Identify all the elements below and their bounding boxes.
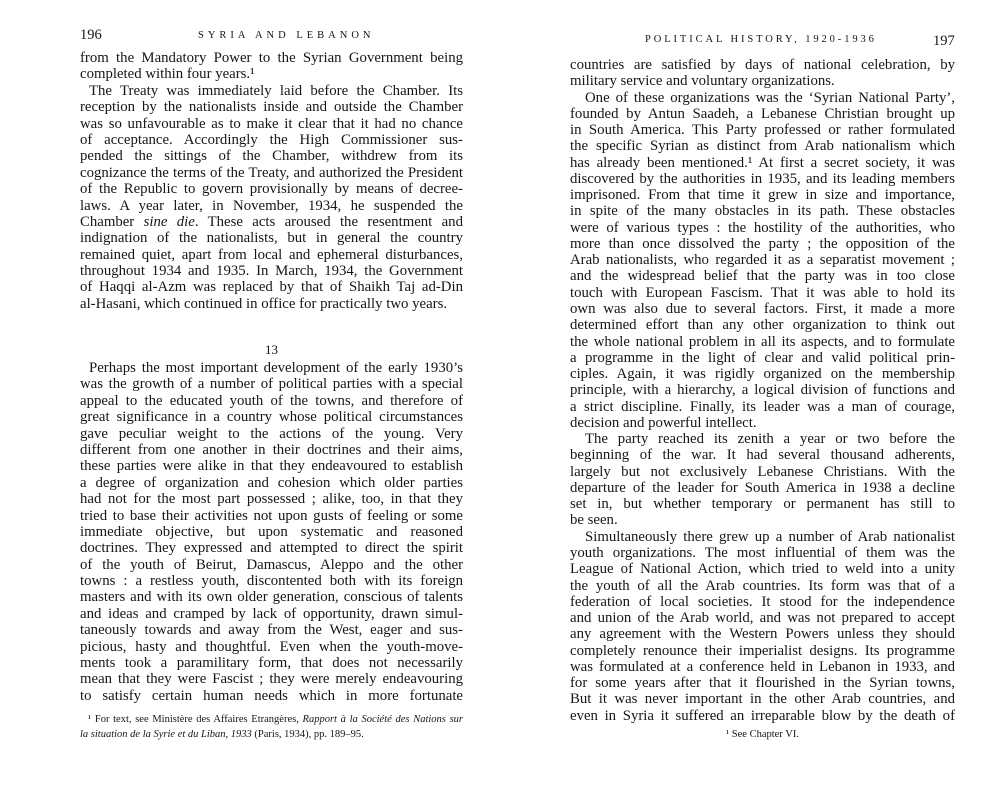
- line-text: of acceptance. Accordingly the High Commissioner sus-: [80, 131, 463, 148]
- line-text: and union of the Arab world, and was not prepared to accept: [570, 610, 955, 627]
- line-text: the youth of all the Arab countries. Its form was that of a: [570, 577, 955, 594]
- line-text: decision and powerful intellect.: [570, 414, 757, 431]
- running-head: POLITICAL HISTORY, 1920-1936: [645, 34, 877, 45]
- line-text: reception by the nationalists inside and outside the Chamber: [80, 99, 463, 116]
- line-text: in South America. This Party professed or rather formulated: [570, 122, 955, 139]
- line-text: different from one another in their doctrines and their aims,: [80, 441, 463, 458]
- text-line: [80, 66, 463, 82]
- text-line: [80, 508, 463, 524]
- line-text: countries are satisfied by days of national celebration, by: [570, 57, 955, 73]
- line-text: pended the sittings of the Chamber, withdrew from its: [80, 148, 463, 165]
- text-line: [570, 138, 955, 154]
- line-text: remained quiet, apart from local and ephemeral disturbances,: [80, 246, 463, 263]
- line-text: masters and with its own older generation, conscious of talents: [80, 589, 463, 606]
- line-text: beginning of the war. It had several thousand adherents,: [570, 447, 955, 464]
- text-segment: (Paris, 1934), pp. 189–95.: [251, 728, 364, 740]
- line-text: in spite of the many obstacles in its path. These obstacles: [570, 203, 955, 220]
- text-line: [80, 393, 463, 409]
- body-text: [80, 360, 463, 704]
- line-text: of the youth of Beirut, Damascus, Aleppo and the other: [80, 556, 463, 573]
- text-line: [80, 622, 463, 638]
- paragraph: [570, 57, 955, 90]
- text-line: [80, 116, 463, 132]
- line-text: a strict discipline. Finally, its leader was a man of courage,: [570, 398, 955, 415]
- line-text: from the Mandatory Power to the Syrian Government being: [80, 50, 463, 66]
- line-text: had not for the most part possessed ; alike, too, in that they: [80, 491, 463, 508]
- italic-text: Rapport à la Société des Nations sur: [302, 714, 463, 725]
- footnote-line: [570, 728, 955, 743]
- section-number: 13: [265, 342, 278, 357]
- italic-text: la situation de la Syrie et du Liban, 1933: [80, 728, 252, 740]
- text-line: [570, 171, 955, 187]
- text-line: [570, 610, 955, 626]
- text-line: [570, 382, 955, 398]
- page-number: 197: [933, 33, 955, 49]
- text-line: [80, 148, 463, 164]
- text-line: [80, 639, 463, 655]
- footnote-line: [80, 728, 463, 743]
- line-text: a programme in the light of clear and valid political prin-: [570, 349, 955, 366]
- text-line: [570, 480, 955, 496]
- line-text: set in, but whether temporary or permanent has still to: [570, 496, 955, 513]
- text-line: [80, 491, 463, 507]
- italic-text: sine die: [143, 213, 195, 230]
- text-line: [570, 594, 955, 610]
- text-line: [570, 545, 955, 561]
- line-text: ments took a paramilitary form, that does not necessarily: [80, 655, 463, 672]
- paragraph: [80, 360, 463, 704]
- line-text: largely but not exclusively Lebanese Christians. With the: [570, 463, 955, 480]
- text-line: [80, 198, 463, 214]
- text-line: [570, 415, 955, 431]
- body-text: [570, 57, 955, 724]
- text-line: [80, 83, 463, 99]
- text-line: [80, 296, 463, 312]
- line-text: tried to base their activities not upon gusts of feeling or some: [80, 507, 463, 524]
- line-text: immediate objective, but upon systematic and reasoned: [80, 523, 463, 540]
- line-text: even in Syria it suffered an irreparable blow by the death of: [570, 707, 955, 724]
- text-line: [80, 573, 463, 589]
- line-text: taneously towards and away from the West, eager and sus-: [80, 622, 463, 639]
- text-line: [570, 90, 955, 106]
- line-text: more than once dissolved the party ; the opposition of the: [570, 235, 955, 252]
- line-text: determined effort than any other organization to think out: [570, 317, 955, 334]
- text-line: [80, 475, 463, 491]
- line-text: [80, 729, 364, 740]
- text-line: [570, 708, 955, 724]
- text-line: [80, 99, 463, 115]
- line-text: ciples. Again, it was rigidly organized on the membership: [570, 366, 955, 383]
- line-text: completely renounce their imperialist designs. Its programme: [570, 642, 955, 659]
- text-line: [80, 165, 463, 181]
- text-line: [570, 236, 955, 252]
- text-line: [80, 50, 463, 66]
- text-line: [570, 675, 955, 691]
- text-line: [570, 643, 955, 659]
- text-line: [570, 512, 955, 528]
- paragraph: [80, 83, 463, 312]
- text-line: [80, 247, 463, 263]
- text-line: [570, 73, 955, 89]
- footnote: [80, 713, 463, 742]
- line-text: [88, 714, 463, 725]
- line-text: Perhaps the most important development of the early 1930’s: [89, 360, 463, 376]
- text-line: [570, 122, 955, 138]
- line-text: ¹ See Chapter VI.: [726, 729, 799, 740]
- footnote-line: [80, 713, 463, 728]
- text-line: [570, 399, 955, 415]
- line-text: were of various types : the hostility of the authorities, who: [570, 219, 955, 236]
- text-line: [80, 230, 463, 246]
- line-text: was so unfavourable as to make it clear that it had no chance: [80, 115, 463, 132]
- text-line: [80, 589, 463, 605]
- line-text: Arab nationalists, who regarded it as a separatist movement ;: [570, 252, 955, 269]
- line-text: own was also due to several factors. First, it made a more: [570, 300, 955, 317]
- text-line: [570, 220, 955, 236]
- text-line: [80, 606, 463, 622]
- line-text: founded by Antun Saadeh, a Lebanese Christian brought up: [570, 105, 955, 122]
- footnote: [570, 728, 955, 743]
- text-line: [80, 263, 463, 279]
- text-line: [80, 557, 463, 573]
- text-line: [570, 155, 955, 171]
- paragraph: [570, 529, 955, 724]
- paragraph: [570, 90, 955, 432]
- line-text: gave peculiar weight to the actions of the young. Very: [80, 425, 463, 442]
- text-line: [80, 279, 463, 295]
- line-text: [80, 214, 463, 230]
- line-text: and the widespread belief that the party was in too close: [570, 268, 955, 285]
- running-head: SYRIA AND LEBANON: [198, 30, 375, 41]
- right-page: [499, 0, 998, 795]
- line-text: completed within four years.¹: [80, 66, 255, 83]
- line-text: discovered by the authorities in 1935, and its leading members: [570, 170, 955, 187]
- line-text: cognizance the terms of the Treaty, and authorized the President: [80, 164, 463, 181]
- text-line: [80, 214, 463, 230]
- text-line: [570, 626, 955, 642]
- line-text: a degree of organization and cohesion which older parties: [80, 474, 463, 491]
- text-line: [80, 360, 463, 376]
- line-text: One of these organizations was the ‘Syrian National Party’,: [585, 89, 955, 106]
- line-text: has already been mentioned.¹ At first a secret society, it was: [570, 154, 955, 171]
- line-text: League of National Action, which tried to weld into a unity: [570, 561, 955, 578]
- line-text: great significance in a country whose political circumstances: [80, 409, 463, 426]
- line-text: touch with European Fascism. That it was able to hold its: [570, 284, 955, 301]
- text-line: [570, 268, 955, 284]
- line-text: to satisfy certain human needs which in more fortunate: [80, 687, 463, 704]
- text-line: [570, 691, 955, 707]
- line-text: indignation of the nationalists, but in general the country: [80, 230, 463, 247]
- text-line: [80, 442, 463, 458]
- text-line: [570, 350, 955, 366]
- line-text: The Treaty was immediately laid before the Chamber. Its: [89, 82, 463, 99]
- line-text: mean that they were Fascist ; they were merely endeavouring: [80, 671, 463, 688]
- line-text: be seen.: [570, 512, 618, 529]
- line-text: military service and voluntary organizations.: [570, 73, 835, 90]
- line-text: picious, hasty and thoughtful. Even when the youth-move-: [80, 638, 463, 655]
- line-text: and ideas and cramped by lack of opportunity, drawn simul-: [80, 605, 463, 622]
- text-line: [570, 203, 955, 219]
- text-line: [80, 655, 463, 671]
- text-line: [570, 496, 955, 512]
- text-line: [570, 366, 955, 382]
- line-text: these parties were alike in that they endeavoured to establish: [80, 458, 463, 475]
- text-line: [80, 540, 463, 556]
- text-line: [80, 181, 463, 197]
- text-line: [570, 578, 955, 594]
- line-text: The party reached its zenith a year or two before the: [585, 431, 955, 448]
- text-line: [570, 57, 955, 73]
- text-line: [570, 334, 955, 350]
- line-text: federation of local societies. It stood for the independence: [570, 593, 955, 610]
- text-line: [80, 132, 463, 148]
- text-line: [80, 458, 463, 474]
- line-text: the specific Syrian as distinct from Arab nationalism which: [570, 138, 955, 155]
- text-line: [80, 524, 463, 540]
- line-text: principle, with a hierarchy, a logical division of functions and: [570, 382, 955, 399]
- text-segment: Chamber: [80, 213, 144, 230]
- line-text: any agreement with the Western Powers unless they should: [570, 626, 955, 643]
- text-line: [570, 464, 955, 480]
- text-line: [80, 671, 463, 687]
- line-text: towns : a restless youth, discontented both with its foreign: [80, 573, 463, 590]
- text-line: [570, 431, 955, 447]
- line-text: of the Republic to govern provisionally by means of decree-: [80, 181, 463, 198]
- text-line: [570, 106, 955, 122]
- body-text: [80, 50, 463, 312]
- line-text: for some years after that it flourished in the Syrian towns,: [570, 675, 955, 692]
- text-line: [570, 659, 955, 675]
- text-line: [570, 252, 955, 268]
- line-text: of Haqqi al-Azm was replaced by that of Shaikh Taj ad-Din: [80, 279, 463, 296]
- line-text: But it was never important in the other Arab countries, and: [570, 691, 955, 708]
- text-line: [570, 529, 955, 545]
- line-text: was formulated at a conference held in Lebanon in 1933, and: [570, 658, 955, 675]
- paragraph: [80, 50, 463, 83]
- text-line: [570, 561, 955, 577]
- text-line: [80, 688, 463, 704]
- line-text: was the growth of a number of political parties with a special: [80, 376, 463, 393]
- page-number: 196: [80, 27, 102, 43]
- text-line: [570, 317, 955, 333]
- text-segment: ¹ For text, see Ministère des Affaires Etrangères,: [88, 714, 303, 725]
- text-segment: . These acts aroused the resentment and: [194, 213, 463, 230]
- line-text: the whole national problem in all its aspects, and to formulate: [570, 333, 955, 350]
- line-text: doctrines. They expressed and attempted to direct the spirit: [80, 540, 463, 557]
- line-text: youth organizations. The most influential of them was the: [570, 544, 955, 561]
- text-line: [80, 426, 463, 442]
- line-text: appeal to the educated youth of the towns, and therefore of: [80, 392, 463, 409]
- text-line: [570, 187, 955, 203]
- line-text: departure of the leader for South America in 1938 a decline: [570, 479, 955, 496]
- text-line: [80, 376, 463, 392]
- paragraph: [570, 431, 955, 529]
- text-line: [570, 447, 955, 463]
- line-text: Simultaneously there grew up a number of Arab nationalist: [585, 528, 955, 545]
- line-text: al-Hasani, which continued in office for practically two years.: [80, 295, 448, 312]
- text-line: [570, 285, 955, 301]
- text-line: [80, 409, 463, 425]
- line-text: throughout 1934 and 1935. In March, 1934, the Government: [80, 263, 463, 280]
- line-text: imprisoned. From that time it grew in size and importance,: [570, 187, 955, 204]
- line-text: laws. A year later, in November, 1934, he suspended the: [80, 197, 463, 214]
- text-line: [570, 301, 955, 317]
